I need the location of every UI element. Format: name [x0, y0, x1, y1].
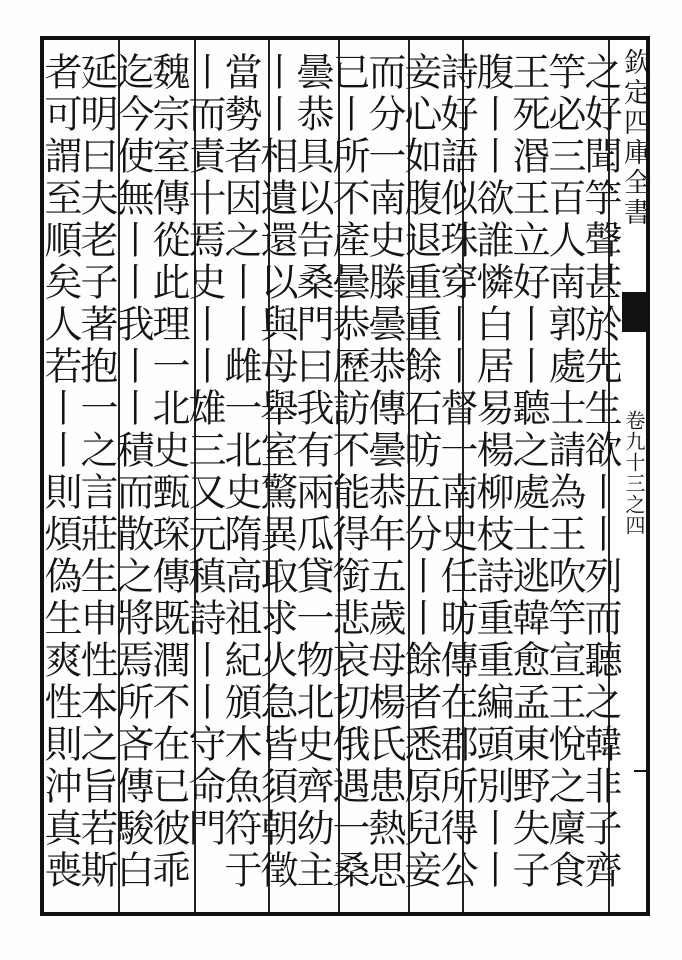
text-column-16: 者可謂至順矣人若丨丨則煩偽生爽性則沖真喪	[38, 52, 82, 892]
text-column-1: 之好聞竽聲甚於先生欲丨丨列而聽之韓非子齊	[578, 52, 622, 892]
text-column-4: 腹丨丨欲誰憐白居易楊柳枝詩重重編頭別丨丨	[470, 52, 514, 892]
text-column-13: 魏宗室傳從此理一北史甄琛傳既潤不在已彼乖	[146, 52, 190, 892]
text-column-8: 已丨所不產曇恭歷訪不能得銜悲哀切俄遇一桑	[326, 52, 370, 892]
text-column-10: 丨丨相遺還以與母舉室驚異取求火急皆須朝徵	[254, 52, 298, 892]
text-column-2: 竽必三百人南郭處士請為王吹竽宣王悅之廩食	[542, 52, 586, 892]
text-column-9: 曇恭具以告桑門曰我有兩瓜貸一物北史齊幼主	[290, 52, 334, 892]
text-column-12: 丨而責十焉史丨丨雄三又元稹詩丨丨守命門	[182, 52, 226, 850]
text-column-3: 王死湣王立好丨丨聽之處士逃韓愈孟東野失子	[506, 52, 550, 892]
volume-label: 卷九十三之四	[622, 410, 646, 536]
text-column-5: 詩好語似珠穿丨丨督一南史任昉傳在郡所得公	[434, 52, 478, 892]
text-column-6: 妾心如腹退重重餘石昉五分丨丨餘者悉原兒妾	[398, 52, 442, 892]
margin-tick	[634, 770, 648, 772]
text-column-14: 迄今使無丨丨我丨丨積而散之將焉所吝傳駿白	[110, 52, 154, 892]
text-column-7: 而分一南史滕曇恭傳曇恭年五歲母楊氏患熱思	[362, 52, 406, 892]
book-title: 欽定四庫全書	[619, 48, 650, 228]
text-column-11: 當勢者因之丨丨雌一北史隋高祖紀頒木魚符于	[218, 52, 262, 892]
text-column-15: 延明曰夫老子著抱一之言莊生申性本之旨若斯	[74, 52, 118, 892]
